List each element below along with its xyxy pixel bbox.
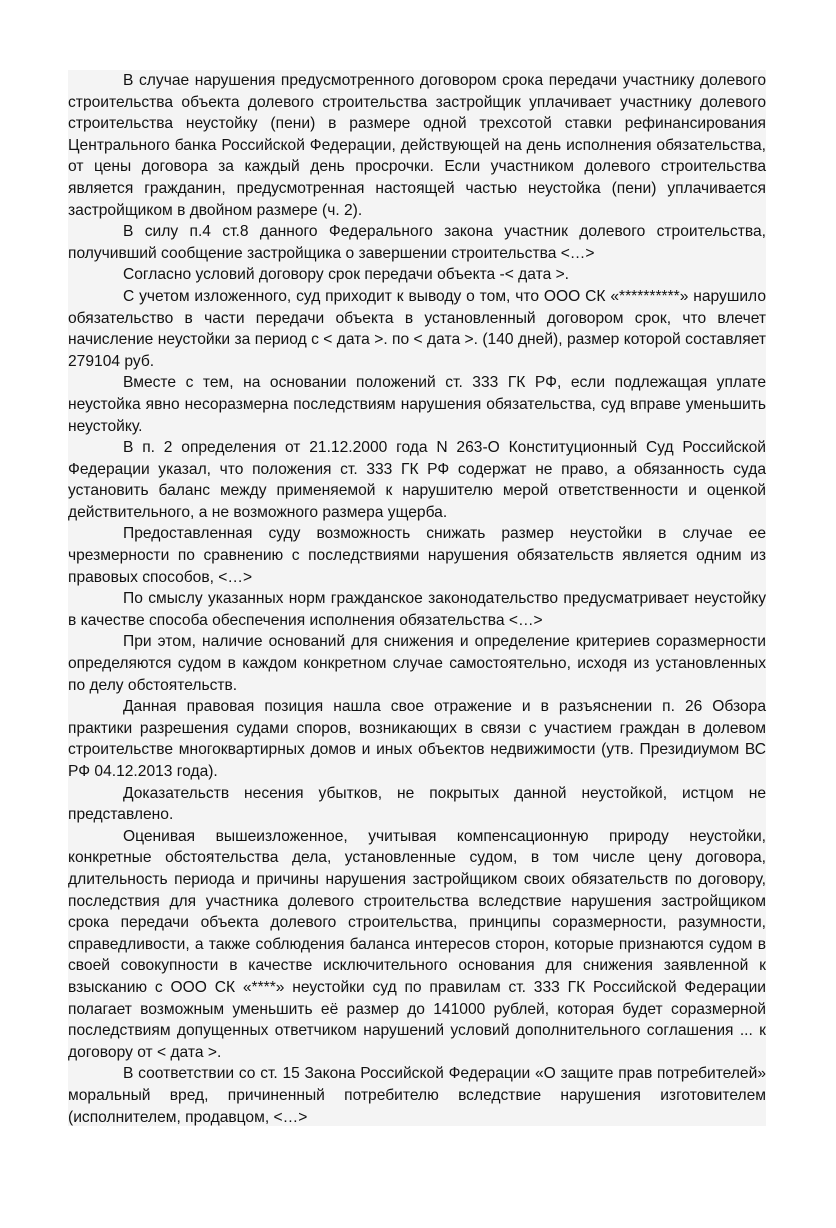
paragraph: Вместе с тем, на основании положений ст. 333 ГК РФ, если подлежащая уплате неустойка явно несоразмерна последствиям нарушения обязательства, суд вправе уменьшить неустойку. [68, 374, 766, 435]
paragraph: Оценивая вышеизложенное, учитывая компенсационную природу неустойки, конкретные обстоятельства дела, установленные судом, в том числе цену договора, длительность периода и причины нарушения застройщиком своих обязательств по договору, последствия для участника долевого строительства вследствие нарушения застройщиком срока передачи объекта долевого строительства, принципы соразмерности, разумности, справедливости, а также соблюдения баланса интересов сторон, которые признаются судом в своей совокупности в качестве исключительного основания для снижения заявленной к взысканию с ООО СК «****» неустойки суд по правилам ст. 333 ГК Российской Федерации полагает возможным уменьшить её размер до 141000 рублей, которая будет соразмерной последствиям допущенных ответчиком нарушений условий дополнительного соглашения ... к договору от < дата >. [68, 827, 766, 1061]
paragraph: Согласно условий договору срок передачи объекта -< дата >. [123, 266, 570, 284]
paragraph: С учетом изложенного, суд приходит к выводу о том, что ООО СК «**********» нарушило обязательство в части передачи объекта в установленный договором срок, что влечет начисление неустойки за период с < дата >. по < дата >. (140 дней), размер которой составляет 279104 руб. [68, 287, 766, 370]
paragraph: Предоставленная суду возможность снижать размер неустойки в случае ее чрезмерности по сравнению с последствиями нарушения обязательств является одним из правовых способов, <…> [68, 525, 766, 586]
paragraph: В случае нарушения предусмотренного договором срока передачи участнику долевого строительства объекта долевого строительства застройщик уплачивает участнику долевого строительства неустойку (пени) в размере одной трехсотой ставки рефинансирования Центрального банка Российской Федерации, действующей на день исполнения обязательства, от цены договора за каждый день просрочки. Если участником долевого строительства является гражданин, предусмотренная настоящей частью неустойка (пени) уплачивается застройщиком в двойном размере (ч. 2). [68, 72, 766, 219]
paragraph: По смыслу указанных норм гражданское законодательство предусматривает неустойку в качестве способа обеспечения исполнения обязательства <…> [68, 590, 766, 629]
paragraph: Данная правовая позиция нашла свое отражение и в разъяснении п. 26 Обзора практики разрешения судами споров, возникающих в связи с участием граждан в долевом строительстве многоквартирных домов и иных объектов недвижимости (утв. Президиумом ВС РФ 04.12.2013 года). [68, 698, 766, 780]
paragraph: При этом, наличие оснований для снижения и определение критериев соразмерности определяются судом в каждом конкретном случае самостоятельно, исходя из установленных по делу обстоятельств. [68, 633, 766, 694]
paragraph: В соответствии со ст. 15 Закона Российской Федерации «О защите прав потребителей» моральный вред, причиненный потребителю вследствие нарушения изготовителем (исполнителем, продавцом, <…> [68, 1065, 766, 1126]
document-text [68, 70, 766, 1126]
paragraph: В силу п.4 ст.8 данного Федерального закона участник долевого строительства, получивший сообщение застройщика о завершении строительства <…> [68, 223, 766, 262]
paragraph: В п. 2 определения от 21.12.2000 года N 263-О Конституционный Суд Российской Федерации указал, что положения ст. 333 ГК РФ содержат не право, а обязанность суда установить баланс между применяемой к нарушителю мерой ответственности и оценкой действительного, а не возможного размера ущерба. [68, 439, 766, 521]
paragraph: Доказательств несения убытков, не покрытых данной неустойкой, истцом не представлено. [68, 784, 766, 824]
